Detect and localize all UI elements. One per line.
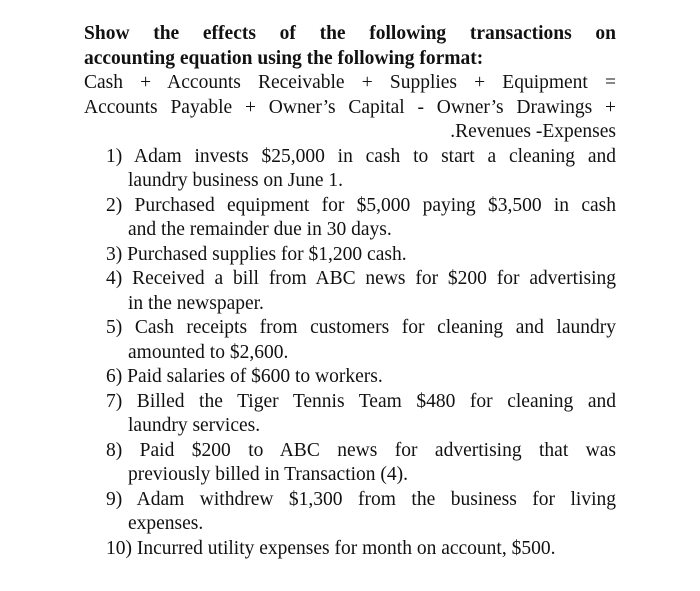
transaction-item-9 xyxy=(84,488,616,537)
transaction-8-continuation: previously billed in Transaction (4). xyxy=(128,464,409,485)
transaction-2-continuation: and the remainder due in 30 days. xyxy=(128,219,392,240)
transaction-7-continuation: laundry services. xyxy=(128,415,261,436)
transaction-4-continuation: in the newspaper. xyxy=(128,292,264,314)
transaction-10-first-line: 10) Incurred utility expenses for month on account, $500. xyxy=(106,537,556,559)
transaction-5-continuation: amounted to $2,600. xyxy=(128,341,289,363)
transaction-9-first-line: 9) Adam withdrew $1,300 from the business for living xyxy=(106,488,616,510)
transaction-7-first-line: 7) Billed the Tiger Tennis Team $480 for cleaning and xyxy=(106,390,616,412)
transaction-item-4 xyxy=(84,267,616,316)
transaction-item-6 xyxy=(84,365,616,390)
transaction-item-10 xyxy=(84,537,616,562)
transaction-4-first-line: 4) Received a bill from ABC news for $200 for advertising xyxy=(106,268,616,289)
transaction-list xyxy=(84,145,616,562)
transaction-item-5 xyxy=(84,316,616,365)
transaction-1-first-line: 1) Adam invests $25,000 in cash to start a cleaning and xyxy=(106,145,616,167)
transaction-item-3 xyxy=(84,243,616,268)
transaction-9-continuation: expenses. xyxy=(128,513,204,534)
transaction-8-first-line: 8) Paid $200 to ABC news for advertising that was xyxy=(106,439,616,461)
equation-line-3: .Revenues -Expenses xyxy=(450,121,616,142)
transaction-3-first-line: 3) Purchased supplies for $1,200 cash. xyxy=(106,243,407,265)
transaction-item-8 xyxy=(84,439,616,488)
equation-line-1: Cash + Accounts Receivable + Supplies + Equipment = xyxy=(84,72,616,93)
transaction-1-continuation: laundry business on June 1. xyxy=(128,170,344,191)
heading-line-1: Show the effects of the following transactions on xyxy=(84,23,616,44)
transaction-6-first-line: 6) Paid salaries of $600 to workers. xyxy=(106,366,383,387)
heading-line-2: accounting equation using the following format: xyxy=(84,47,484,69)
transaction-5-first-line: 5) Cash receipts from customers for cleaning and laundry xyxy=(106,317,616,338)
transaction-item-2 xyxy=(84,194,616,243)
transaction-2-first-line: 2) Purchased equipment for $5,000 paying $3,500 in cash xyxy=(106,194,616,216)
document xyxy=(84,22,616,561)
equation-line-2: Accounts Payable + Owner’s Capital - Owner’s Drawings + xyxy=(84,96,616,118)
transaction-item-1 xyxy=(84,145,616,194)
transaction-item-7 xyxy=(84,390,616,439)
